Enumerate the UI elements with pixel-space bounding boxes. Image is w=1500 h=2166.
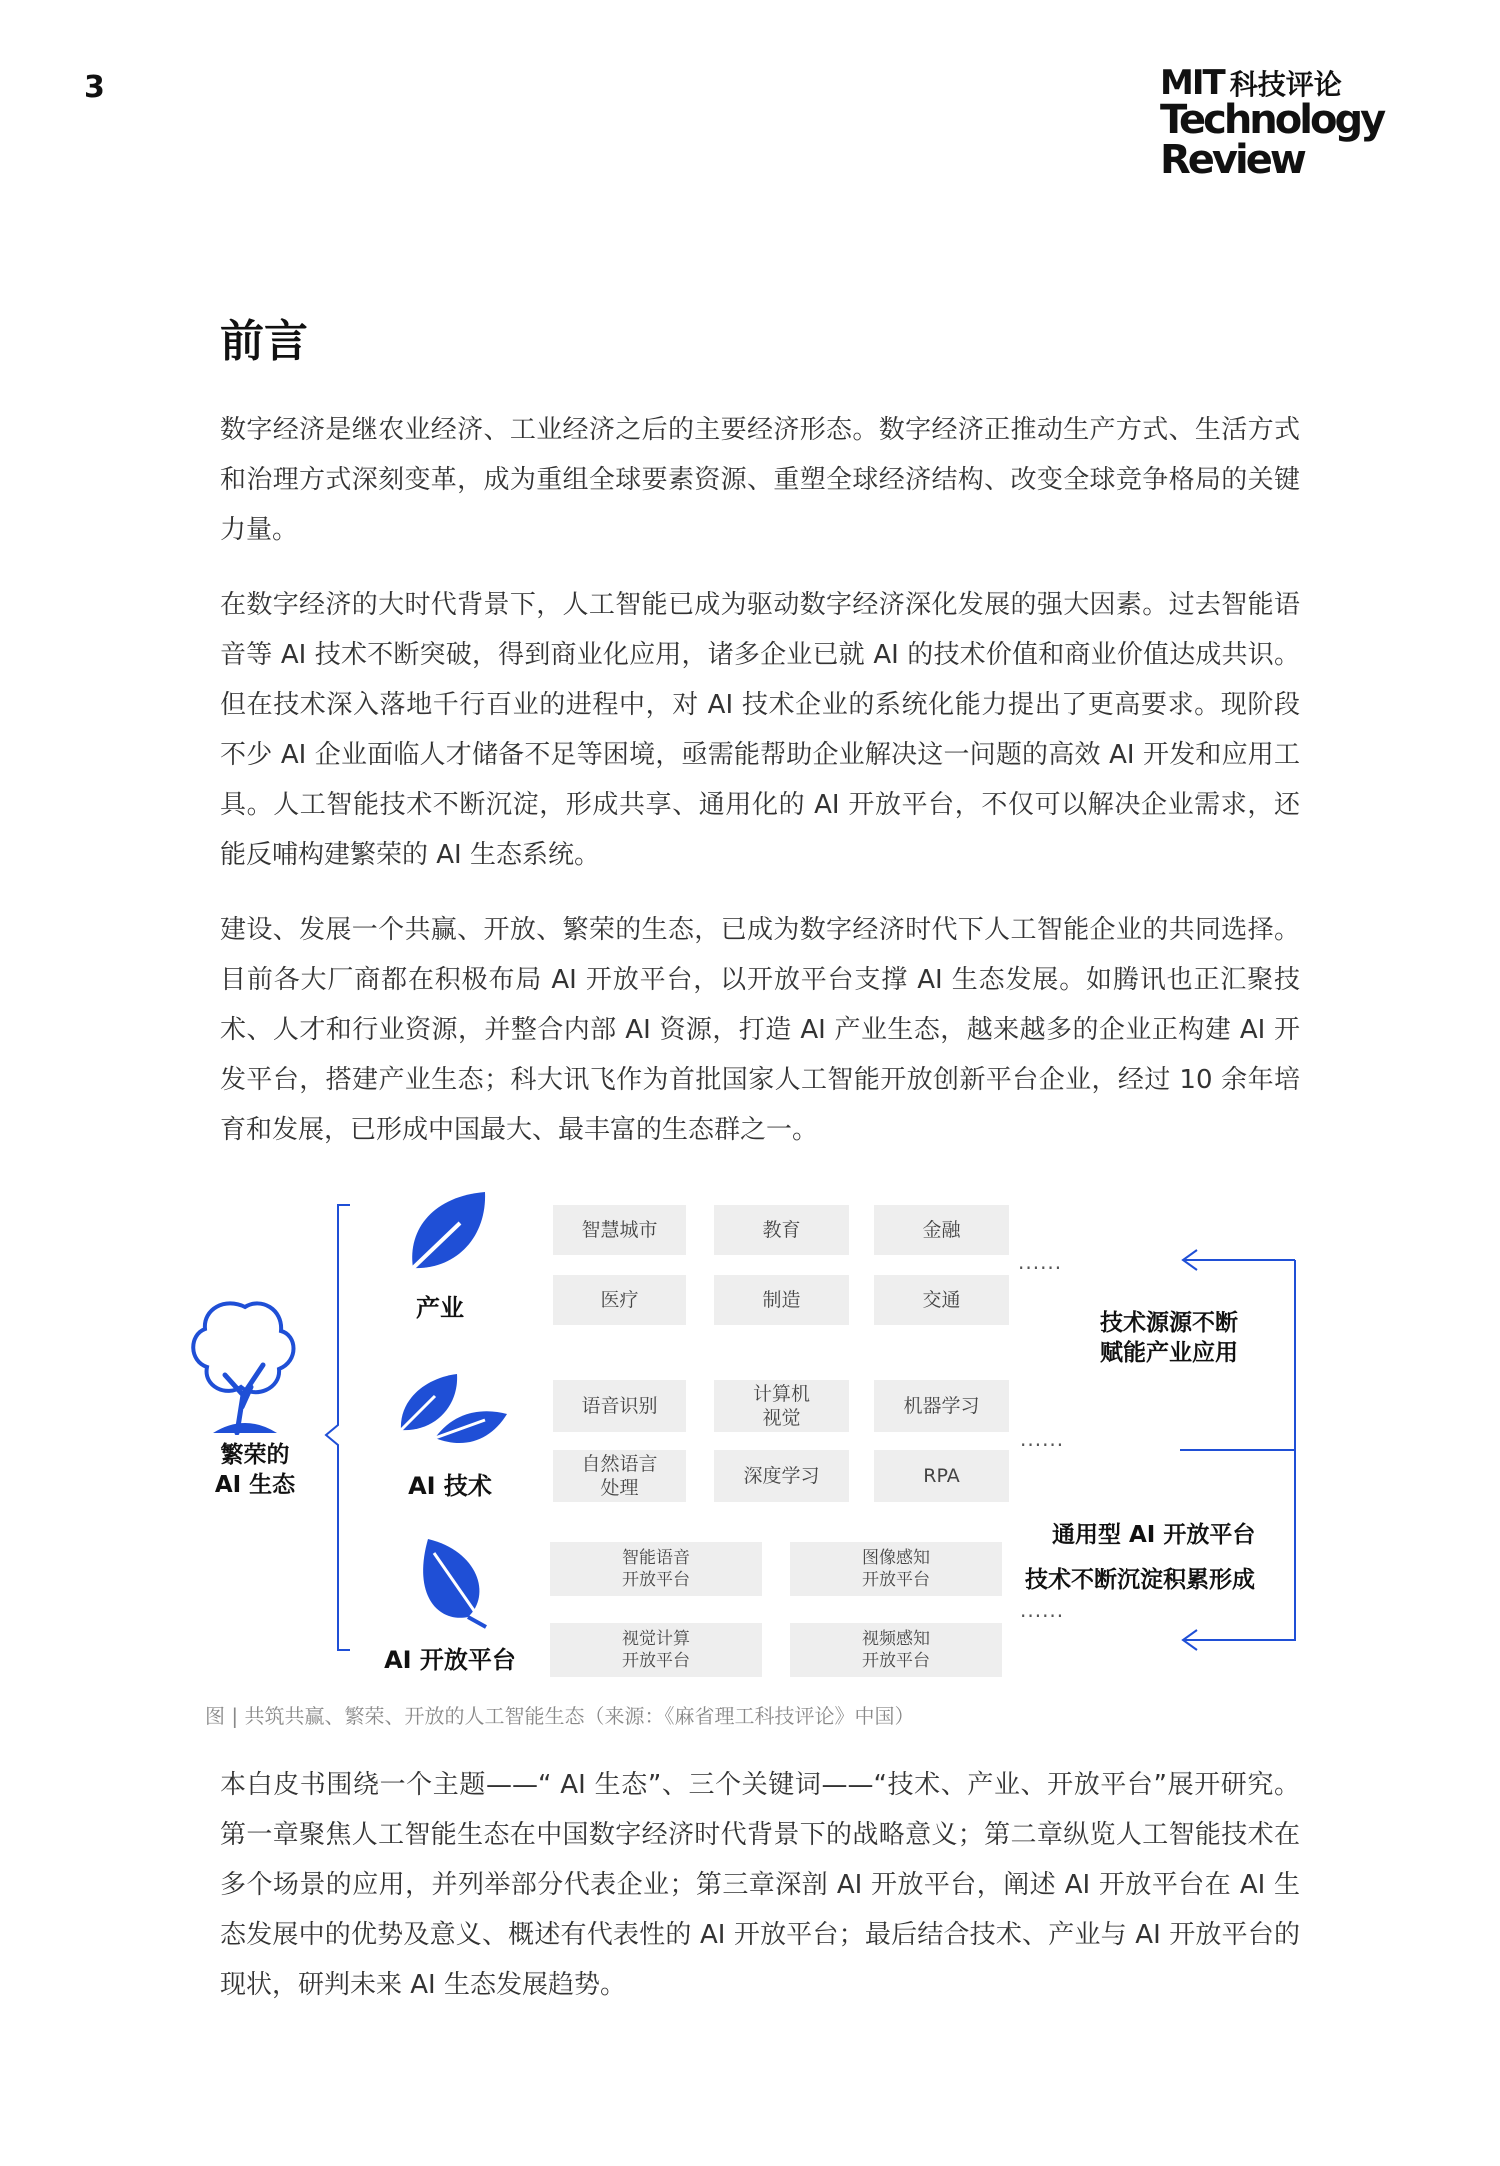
box-manufacturing: 制造 [714, 1275, 849, 1325]
paragraph-4: 本白皮书围绕一个主题——“ AI 生态”、三个关键词——“技术、产业、开放平台”展开研究。第一章聚焦人工智能生态在中国数字经济时代背景下的战略意义；第二章纵览人工智能技术在多个场景的应用，并列举部分代表企业；第三章深剖 AI 开放平台，阐述 AI 开放平台在 AI 生态发展中的优势及意义、概述有代表性的 AI 开放平台；最后结合技术、产业与 AI 开放平台的现状，研判未来 AI 生态发展趋势。 [220, 1770, 1300, 2000]
box-smart-city: 智慧城市 [553, 1205, 686, 1255]
paragraph-2: 在数字经济的大时代背景下，人工智能已成为驱动数字经济深化发展的强大因素。过去智能语音等 AI 技术不断突破，得到商业化应用，诸多企业已就 AI 的技术价值和商业价值达成共识。但在技术深入落地千行百业的进程中，对 AI 技术企业的系统化能力提出了更高要求。现阶段不少 AI 企业面临人才储备不足等困境，亟需能帮助企业解决这一问题的高效 AI 开发和应用工具。人工智能技术不断沉淀，形成共享、通用化的 AI 开放平台，不仅可以解决企业需求，还能反哺构建繁荣的 AI 生态系统。 [220, 590, 1300, 870]
page-number: 3 [84, 70, 105, 105]
box-transport: 交通 [874, 1275, 1009, 1325]
logo-mit: MIT [1160, 63, 1224, 103]
logo-cn: 科技评论 [1229, 68, 1342, 101]
category-label-industry: 产业 [416, 1294, 464, 1322]
ai-tech-more-dots: ...... [1020, 1427, 1065, 1451]
ai-ecosystem-diagram [0, 1180, 1500, 1700]
mit-technology-review-logo [1160, 63, 1384, 183]
box-finance: 金融 [874, 1205, 1009, 1255]
category-label-ai-tech: AI 技术 [408, 1472, 492, 1500]
box-speech-recognition: 语音识别 [553, 1380, 686, 1432]
double-leaf-icon [395, 1370, 510, 1450]
box-video-platform: 视频感知 开放平台 [790, 1623, 1002, 1677]
section-heading: 前言 [220, 316, 308, 367]
note-general-platform: 通用型 AI 开放平台 [1052, 1522, 1256, 1548]
paragraph-3: 建设、发展一个共赢、开放、繁荣的生态，已成为数字经济时代下人工智能企业的共同选择。目前各大厂商都在积极布局 AI 开放平台，以开放平台支撑 AI 生态发展。如腾讯也正汇聚技术、人才和行业资源，并整合内部 AI 资源，打造 AI 产业生态，越来越多的企业正构建 AI 开发平台，搭建产业生态；科大讯飞作为首批国家人工智能开放创新平台企业，经过 10 余年培育和发展，已形成中国最大、最丰富的生态群之一。 [220, 915, 1300, 1145]
box-machine-learning: 机器学习 [874, 1380, 1009, 1432]
box-speech-platform: 智能语音 开放平台 [550, 1542, 762, 1596]
box-vision-platform: 视觉计算 开放平台 [550, 1623, 762, 1677]
logo-review: Review [1160, 137, 1304, 183]
root-label: 繁荣的 AI 生态 [214, 1442, 296, 1498]
logo-technology: Technology [1160, 97, 1384, 143]
note-tech-accumulate: 技术不断沉淀积累形成 [1025, 1567, 1255, 1593]
box-healthcare: 医疗 [553, 1275, 686, 1325]
category-label-ai-platform: AI 开放平台 [384, 1646, 516, 1674]
box-nlp: 自然语言 处理 [553, 1450, 686, 1502]
box-education: 教育 [714, 1205, 849, 1255]
ai-platform-more-dots: ...... [1020, 1598, 1065, 1622]
box-rpa: RPA [874, 1450, 1009, 1502]
box-deep-learning: 深度学习 [714, 1450, 849, 1502]
leaf-icon [405, 1188, 490, 1273]
box-image-platform: 图像感知 开放平台 [790, 1542, 1002, 1596]
note-tech-empower: 技术源源不断 赋能产业应用 [1100, 1310, 1238, 1366]
single-leaf-icon [408, 1535, 493, 1630]
tree-icon [185, 1295, 305, 1435]
industry-more-dots: ...... [1018, 1250, 1063, 1274]
figure-caption: 图 | 共筑共赢、繁荣、开放的人工智能生态（来源：《麻省理工科技评论》中国） [205, 1704, 915, 1728]
box-computer-vision: 计算机 视觉 [714, 1380, 849, 1432]
paragraph-1: 数字经济是继农业经济、工业经济之后的主要经济形态。数字经济正推动生产方式、生活方式和治理方式深刻变革，成为重组全球要素资源、重塑全球经济结构、改变全球竞争格局的关键力量。 [220, 415, 1300, 545]
